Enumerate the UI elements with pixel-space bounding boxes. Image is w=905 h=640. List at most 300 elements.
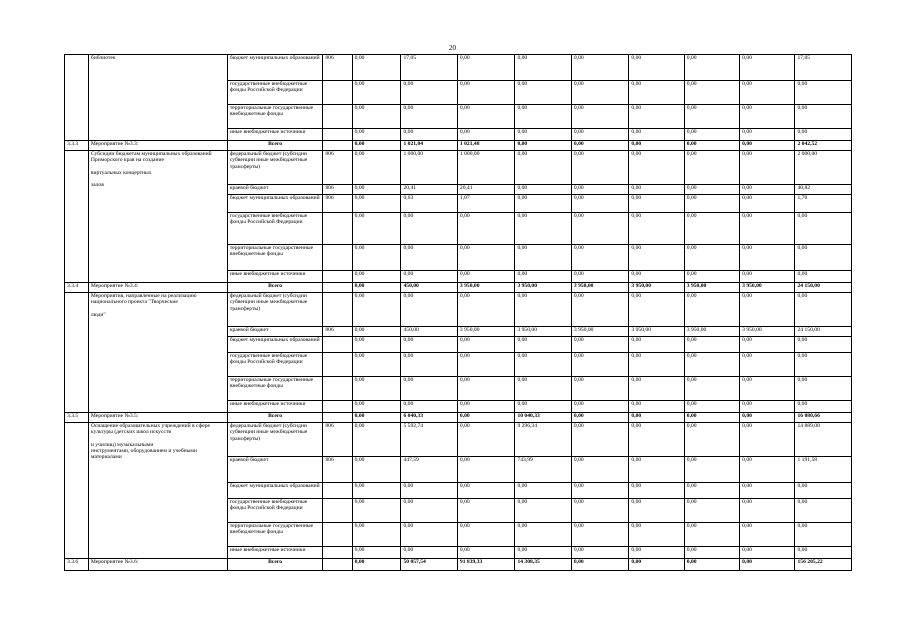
value-cell: 3 950,00 xyxy=(684,327,739,337)
table-row xyxy=(65,55,852,81)
funding-source-cell: государственные внебюджетные фонды Российской Федерации xyxy=(227,213,323,245)
value-cell: 0,00 xyxy=(684,353,739,377)
funding-source-cell: краевой бюджет xyxy=(227,327,323,337)
budget-code-cell xyxy=(323,81,352,105)
value-cell: 3 950,00 xyxy=(740,283,795,293)
value-cell: 0,00 xyxy=(457,457,515,483)
value-cell: 3 950,00 xyxy=(515,327,571,337)
activity-line: Мероприятие №3.4: xyxy=(90,283,139,289)
value-cell: 0,00 xyxy=(795,293,852,327)
value-cell: 0,00 xyxy=(629,423,684,457)
value-cell: 0,00 xyxy=(571,547,629,559)
value-cell: 0,00 xyxy=(740,423,795,457)
value-cell: 5 592,74 xyxy=(401,423,457,457)
budget-code-cell xyxy=(323,377,352,401)
value-cell: 0,00 xyxy=(457,413,515,423)
value-cell: 0,00 xyxy=(740,55,795,81)
value-cell: 9 296,34 xyxy=(515,423,571,457)
value-cell: 0,00 xyxy=(629,151,684,185)
value-cell: 0,00 xyxy=(515,483,571,499)
value-cell: 0,00 xyxy=(571,271,629,283)
value-cell: 24 150,00 xyxy=(795,283,852,293)
value-cell: 0,00 xyxy=(795,337,852,353)
value-cell: 0,00 xyxy=(352,353,401,377)
budget-code-cell xyxy=(323,293,352,327)
value-cell: 50 057,54 xyxy=(401,559,457,571)
value-cell: 0,00 xyxy=(795,483,852,499)
value-cell: 0,00 xyxy=(515,547,571,559)
value-cell: 1,70 xyxy=(795,195,852,213)
funding-source-cell: иные внебюджетные источники xyxy=(227,547,323,559)
value-cell: 0,00 xyxy=(515,523,571,547)
value-cell: 0,00 xyxy=(457,499,515,523)
activity-line: люди" xyxy=(90,311,106,318)
funding-source-cell: Всего xyxy=(227,283,323,293)
value-cell: 0,00 xyxy=(684,141,739,151)
value-cell: 0,00 xyxy=(629,55,684,81)
value-cell: 0,00 xyxy=(571,559,629,571)
value-cell: 0,00 xyxy=(740,353,795,377)
value-cell: 0,00 xyxy=(795,129,852,141)
value-cell: 0,00 xyxy=(515,245,571,271)
budget-code-cell xyxy=(323,483,352,499)
activity-cell xyxy=(88,283,227,293)
funding-source-cell: территориальные государственные внебюджетные фонды xyxy=(227,377,323,401)
activity-line: виртуальных концертных xyxy=(90,169,152,176)
value-cell: 0,00 xyxy=(740,337,795,353)
value-cell: 0,00 xyxy=(740,271,795,283)
value-cell: 156 205,22 xyxy=(795,559,852,571)
value-cell: 14 308,35 xyxy=(515,559,571,571)
value-cell: 0,00 xyxy=(571,195,629,213)
value-cell: 0,00 xyxy=(401,377,457,401)
value-cell: 0,00 xyxy=(401,245,457,271)
activity-gap xyxy=(91,188,225,194)
budget-code-cell xyxy=(323,129,352,141)
value-cell: 0,00 xyxy=(684,413,739,423)
value-cell: 0,00 xyxy=(352,283,401,293)
table-body xyxy=(65,55,852,571)
table-row xyxy=(65,293,852,327)
value-cell: 0,00 xyxy=(740,293,795,327)
value-cell: 1 021,04 xyxy=(401,141,457,151)
value-cell: 0,00 xyxy=(571,353,629,377)
value-cell: 0,00 xyxy=(457,353,515,377)
value-cell: 0,00 xyxy=(352,523,401,547)
value-cell: 0,00 xyxy=(401,271,457,283)
budget-code-cell xyxy=(323,401,352,413)
value-cell: 6 040,33 xyxy=(401,413,457,423)
value-cell: 0,00 xyxy=(629,81,684,105)
activity-line: Мероприятие №3.6: xyxy=(90,559,139,565)
value-cell: 0,00 xyxy=(571,141,629,151)
value-cell: 0,00 xyxy=(401,105,457,129)
value-cell: 0,00 xyxy=(352,245,401,271)
value-cell: 0,00 xyxy=(684,547,739,559)
value-cell: 0,00 xyxy=(629,271,684,283)
value-cell: 0,00 xyxy=(629,413,684,423)
value-cell: 0,00 xyxy=(401,293,457,327)
value-cell: 0,00 xyxy=(457,129,515,141)
value-cell: 0,00 xyxy=(515,293,571,327)
value-cell: 16 080,66 xyxy=(795,413,852,423)
value-cell: 0,00 xyxy=(352,457,401,483)
value-cell: 0,00 xyxy=(795,105,852,129)
value-cell: 0,00 xyxy=(352,483,401,499)
value-cell: 0,00 xyxy=(629,141,684,151)
row-number-cell: 3.3.4 xyxy=(65,283,89,293)
activity-line: Мероприятие №3.5: xyxy=(90,413,139,419)
value-cell: 3 950,00 xyxy=(684,283,739,293)
value-cell: 0,00 xyxy=(457,213,515,245)
value-cell: 0,00 xyxy=(352,293,401,327)
funding-source-cell: иные внебюджетные источники xyxy=(227,129,323,141)
funding-source-cell: государственные внебюджетные фонды Российской Федерации xyxy=(227,499,323,523)
funding-source-cell: иные внебюджетные источники xyxy=(227,401,323,413)
value-cell: 0,00 xyxy=(795,271,852,283)
value-cell: 0,00 xyxy=(515,185,571,195)
value-cell: 0,00 xyxy=(515,213,571,245)
value-cell: 0,00 xyxy=(352,401,401,413)
value-cell: 0,00 xyxy=(740,483,795,499)
value-cell: 0,00 xyxy=(571,401,629,413)
value-cell: 0,00 xyxy=(629,483,684,499)
value-cell: 0,00 xyxy=(401,547,457,559)
value-cell: 0,00 xyxy=(401,353,457,377)
activity-cell xyxy=(88,293,227,413)
value-cell: 0,00 xyxy=(515,105,571,129)
value-cell: 0,00 xyxy=(795,81,852,105)
value-cell: 0,00 xyxy=(571,185,629,195)
activity-line: Мероприятия, направленные на реализацию национального проекта "Творческие xyxy=(90,293,197,306)
table-row xyxy=(65,141,852,151)
funding-source-cell: территориальные государственные внебюджетные фонды xyxy=(227,523,323,547)
value-cell: 0,00 xyxy=(352,185,401,195)
value-cell: 0,00 xyxy=(515,129,571,141)
value-cell: 0,00 xyxy=(629,499,684,523)
value-cell: 0,00 xyxy=(795,401,852,413)
value-cell: 0,00 xyxy=(571,413,629,423)
value-cell: 3 950,00 xyxy=(571,327,629,337)
value-cell: 0,00 xyxy=(795,523,852,547)
funding-source-cell: федеральный бюджет (субсидии субвенции иные межбюджетные трансферты) xyxy=(227,423,323,457)
value-cell: 17,05 xyxy=(401,55,457,81)
value-cell: 0,00 xyxy=(629,293,684,327)
value-cell: 0,00 xyxy=(740,185,795,195)
value-cell: 0,00 xyxy=(352,81,401,105)
value-cell: 450,00 xyxy=(401,283,457,293)
row-number-cell: 3.3.3 xyxy=(65,141,89,151)
value-cell: 20,41 xyxy=(457,185,515,195)
value-cell: 0,00 xyxy=(571,423,629,457)
value-cell: 3 950,00 xyxy=(571,283,629,293)
value-cell: 0,00 xyxy=(457,547,515,559)
funding-source-cell: федеральный бюджет (субсидии субвенции иные межбюджетные трансферты) xyxy=(227,293,323,327)
value-cell: 0,00 xyxy=(740,245,795,271)
funding-source-cell: государственные внебюджетные фонды Российской Федерации xyxy=(227,81,323,105)
value-cell: 0,00 xyxy=(684,423,739,457)
value-cell: 0,00 xyxy=(571,151,629,185)
value-cell: 0,00 xyxy=(629,245,684,271)
value-cell: 0,00 xyxy=(740,547,795,559)
table-row xyxy=(65,559,852,571)
value-cell: 0,00 xyxy=(457,377,515,401)
value-cell: 3 950,00 xyxy=(629,283,684,293)
activity-line: библиотек xyxy=(90,55,116,61)
value-cell: 0,00 xyxy=(352,547,401,559)
value-cell: 0,00 xyxy=(740,105,795,129)
value-cell: 0,00 xyxy=(401,499,457,523)
row-number-cell xyxy=(65,151,89,283)
value-cell: 3 950,00 xyxy=(515,283,571,293)
funding-source-cell: государственные внебюджетные фонды Российской Федерации xyxy=(227,353,323,377)
value-cell: 0,00 xyxy=(684,151,739,185)
value-cell: 0,00 xyxy=(457,245,515,271)
activity-line: инструментами, оборудованием и учебными xyxy=(90,447,197,454)
value-cell: 17,05 xyxy=(795,55,852,81)
row-number-cell: 3.3.5 xyxy=(65,413,89,423)
budget-code-cell xyxy=(323,547,352,559)
budget-code-cell xyxy=(323,213,352,245)
value-cell: 0,00 xyxy=(740,559,795,571)
value-cell: 0,00 xyxy=(457,523,515,547)
value-cell: 0,00 xyxy=(457,483,515,499)
activity-line: и училищ) музыкальными xyxy=(90,441,154,448)
value-cell: 0,00 xyxy=(571,457,629,483)
value-cell: 0,00 xyxy=(515,271,571,283)
funding-source-cell: краевой бюджет xyxy=(227,185,323,195)
value-cell: 1 000,00 xyxy=(457,151,515,185)
value-cell: 1,07 xyxy=(457,195,515,213)
value-cell: 0,00 xyxy=(352,423,401,457)
value-cell: 0,00 xyxy=(740,151,795,185)
value-cell: 0,00 xyxy=(629,185,684,195)
activity-cell xyxy=(88,559,227,571)
activity-cell xyxy=(88,413,227,423)
row-number-cell xyxy=(65,293,89,413)
value-cell: 0,00 xyxy=(629,523,684,547)
table-row xyxy=(65,413,852,423)
budget-code-cell xyxy=(323,245,352,271)
row-number-cell xyxy=(65,423,89,559)
value-cell: 0,00 xyxy=(795,547,852,559)
value-cell: 0,00 xyxy=(515,499,571,523)
table-row xyxy=(65,151,852,185)
value-cell: 0,00 xyxy=(352,129,401,141)
value-cell: 0,00 xyxy=(684,271,739,283)
value-cell: 0,00 xyxy=(352,377,401,401)
value-cell: 0,00 xyxy=(629,559,684,571)
activity-cell xyxy=(88,423,227,559)
value-cell: 0,00 xyxy=(352,499,401,523)
value-cell: 0,00 xyxy=(515,141,571,151)
value-cell: 1 021,48 xyxy=(457,141,515,151)
budget-code-cell: 806 xyxy=(323,151,352,185)
value-cell: 0,00 xyxy=(457,271,515,283)
value-cell: 0,00 xyxy=(571,105,629,129)
activity-gap xyxy=(91,318,225,324)
value-cell: 0,00 xyxy=(457,105,515,129)
value-cell: 0,00 xyxy=(457,401,515,413)
value-cell: 0,00 xyxy=(629,105,684,129)
value-cell: 0,00 xyxy=(352,413,401,423)
value-cell: 0,00 xyxy=(629,213,684,245)
funding-source-cell: краевой бюджет xyxy=(227,457,323,483)
value-cell: 0,00 xyxy=(629,401,684,413)
budget-code-cell: 806 xyxy=(323,195,352,213)
value-cell: 0,00 xyxy=(352,195,401,213)
value-cell: 0,00 xyxy=(352,55,401,81)
value-cell: 0,00 xyxy=(352,213,401,245)
funding-source-cell: территориальные государственные внебюджетные фонды xyxy=(227,105,323,129)
value-cell: 0,00 xyxy=(740,213,795,245)
value-cell: 0,00 xyxy=(740,377,795,401)
budget-code-cell xyxy=(323,523,352,547)
value-cell: 0,00 xyxy=(684,213,739,245)
value-cell: 0,00 xyxy=(740,523,795,547)
activity-cell xyxy=(88,55,227,141)
value-cell: 0,00 xyxy=(571,499,629,523)
value-cell: 40,82 xyxy=(795,185,852,195)
value-cell: 0,00 xyxy=(401,213,457,245)
value-cell: 0,00 xyxy=(571,483,629,499)
budget-code-cell xyxy=(323,105,352,129)
value-cell: 0,00 xyxy=(740,413,795,423)
value-cell: 0,00 xyxy=(684,129,739,141)
funding-source-cell: бюджет муниципальных образований xyxy=(227,337,323,353)
value-cell: 0,00 xyxy=(515,151,571,185)
budget-code-cell: 806 xyxy=(323,423,352,457)
funding-source-cell: бюджет муниципальных образований xyxy=(227,195,323,213)
value-cell: 0,00 xyxy=(684,401,739,413)
value-cell: 24 150,00 xyxy=(795,327,852,337)
value-cell: 0,00 xyxy=(571,213,629,245)
value-cell: 0,00 xyxy=(352,151,401,185)
value-cell: 450,00 xyxy=(401,327,457,337)
value-cell: 0,00 xyxy=(401,523,457,547)
value-cell: 0,00 xyxy=(740,81,795,105)
value-cell: 2 042,52 xyxy=(795,141,852,151)
value-cell: 0,00 xyxy=(401,401,457,413)
value-cell: 0,00 xyxy=(795,353,852,377)
value-cell: 0,00 xyxy=(401,483,457,499)
value-cell: 0,00 xyxy=(684,483,739,499)
value-cell: 0,00 xyxy=(515,401,571,413)
value-cell: 0,00 xyxy=(457,293,515,327)
budget-code-cell: 806 xyxy=(323,457,352,483)
value-cell: 0,00 xyxy=(629,547,684,559)
value-cell: 0,00 xyxy=(457,337,515,353)
activity-line: материалами xyxy=(90,454,122,461)
value-cell: 0,00 xyxy=(795,377,852,401)
value-cell: 1 000,00 xyxy=(401,151,457,185)
value-cell: 0,00 xyxy=(352,271,401,283)
budget-code-cell: 806 xyxy=(323,327,352,337)
funding-source-cell: бюджет муниципальных образований xyxy=(227,483,323,499)
budget-code-cell xyxy=(323,353,352,377)
value-cell: 0,00 xyxy=(684,337,739,353)
funding-source-cell: иные внебюджетные источники xyxy=(227,271,323,283)
value-cell: 0,00 xyxy=(629,377,684,401)
budget-table xyxy=(64,54,852,571)
value-cell: 0,00 xyxy=(684,81,739,105)
value-cell: 447,59 xyxy=(401,457,457,483)
value-cell: 3 950,00 xyxy=(629,327,684,337)
activity-line: Субсидии бюджетам муниципальных образований Приморского края на создание xyxy=(90,151,212,164)
row-number-cell: 3.3.6 xyxy=(65,559,89,571)
value-cell: 0,00 xyxy=(684,293,739,327)
value-cell: 20,41 xyxy=(401,185,457,195)
value-cell: 0,00 xyxy=(571,523,629,547)
value-cell: 0,00 xyxy=(795,499,852,523)
activity-cell xyxy=(88,141,227,151)
value-cell: 0,00 xyxy=(684,523,739,547)
value-cell: 14 889,08 xyxy=(795,423,852,457)
value-cell: 0,00 xyxy=(740,141,795,151)
table-row xyxy=(65,423,852,457)
budget-code-cell xyxy=(323,413,352,423)
activity-line: Мероприятие №3.3: xyxy=(90,141,139,147)
value-cell: 1 191,58 xyxy=(795,457,852,483)
value-cell: 0,00 xyxy=(571,293,629,327)
table-row xyxy=(65,283,852,293)
value-cell: 0,00 xyxy=(515,195,571,213)
funding-source-cell: бюджет муниципальных образований xyxy=(227,55,323,81)
value-cell: 3 950,00 xyxy=(740,327,795,337)
value-cell: 3 950,00 xyxy=(457,327,515,337)
activity-gap xyxy=(91,460,225,466)
value-cell: 0,00 xyxy=(684,185,739,195)
funding-source-cell: Всего xyxy=(227,559,323,571)
value-cell: 0,00 xyxy=(571,81,629,105)
budget-code-cell xyxy=(323,499,352,523)
value-cell: 0,00 xyxy=(401,129,457,141)
value-cell: 0,00 xyxy=(684,55,739,81)
value-cell: 0,00 xyxy=(515,337,571,353)
value-cell: 0,00 xyxy=(795,245,852,271)
value-cell: 0,00 xyxy=(684,195,739,213)
funding-source-cell: Всего xyxy=(227,413,323,423)
value-cell: 0,00 xyxy=(515,55,571,81)
value-cell: 0,00 xyxy=(457,55,515,81)
funding-source-cell: федеральный бюджет (субсидии субвенции иные межбюджетные трансферты) xyxy=(227,151,323,185)
value-cell: 0,00 xyxy=(684,499,739,523)
value-cell: 0,00 xyxy=(515,377,571,401)
value-cell: 10 040,33 xyxy=(515,413,571,423)
value-cell: 0,00 xyxy=(684,105,739,129)
value-cell: 743,99 xyxy=(515,457,571,483)
value-cell: 0,00 xyxy=(571,337,629,353)
value-cell: 0,00 xyxy=(352,141,401,151)
value-cell: 91 839,33 xyxy=(457,559,515,571)
budget-code-cell xyxy=(323,271,352,283)
value-cell: 0,00 xyxy=(629,129,684,141)
value-cell: 0,00 xyxy=(457,81,515,105)
value-cell: 0,00 xyxy=(457,423,515,457)
page-number: 20 xyxy=(449,44,456,52)
budget-code-cell xyxy=(323,141,352,151)
value-cell: 2 000,00 xyxy=(795,151,852,185)
budget-code-cell: 806 xyxy=(323,55,352,81)
value-cell: 0,00 xyxy=(571,129,629,141)
budget-code-cell xyxy=(323,559,352,571)
value-cell: 0,00 xyxy=(571,377,629,401)
value-cell: 0,00 xyxy=(629,337,684,353)
funding-source-cell: Всего xyxy=(227,141,323,151)
value-cell: 0,00 xyxy=(571,55,629,81)
value-cell: 0,00 xyxy=(352,105,401,129)
value-cell: 0,00 xyxy=(515,81,571,105)
